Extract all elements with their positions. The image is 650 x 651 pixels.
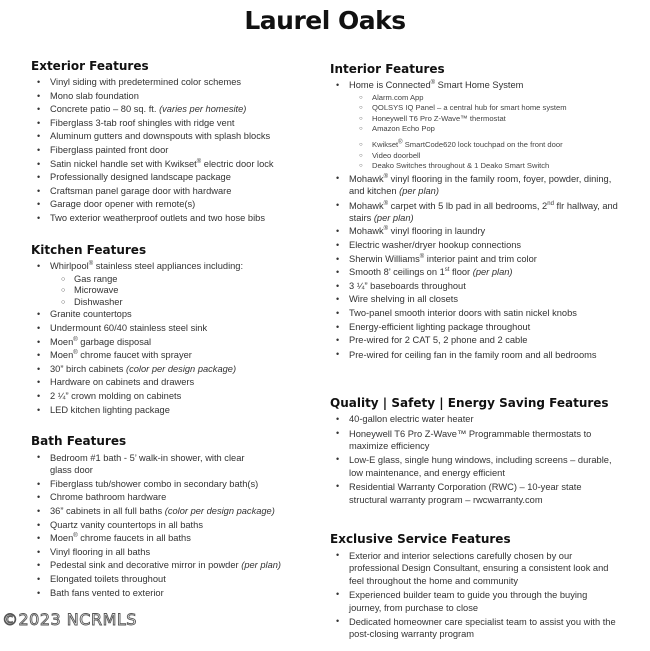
- kitchen-list: [31, 260, 311, 417]
- list-item: • Moen® garbage disposal: [31, 336, 311, 350]
- list-item: • Fiberglass 3-tab roof shingles with ridge vent: [31, 117, 311, 131]
- interior-list: [330, 79, 620, 362]
- list-item: • Fiberglass tub/shower combo in secondary bath(s): [31, 478, 311, 492]
- list-item: • Undermount 60/40 stainless steel sink: [31, 322, 311, 336]
- list-item: • Pre-wired for 2 CAT 5, 2 phone and 2 cable: [330, 334, 620, 348]
- list-item: • LED kitchen lighting package: [31, 404, 311, 418]
- sub-item: ○ Gas range: [50, 274, 311, 286]
- list-item: • Whirlpool® stainless steel appliances including: ○ Gas range ○ Microwave ○ Dishwasher: [31, 260, 311, 308]
- list-item: • Moen® chrome faucets in all baths: [31, 532, 311, 546]
- list-item: • Smooth 8’ ceilings on 1st floor (per plan): [330, 266, 620, 280]
- exterior-heading: Exterior Features: [31, 59, 149, 73]
- list-item: • Granite countertops: [31, 308, 311, 322]
- sub-item: ○ Video doorbell: [349, 151, 620, 162]
- list-item: • Vinyl siding with predetermined color schemes: [31, 76, 311, 90]
- list-item: • Dedicated homeowner care specialist team to assist you with the post-closing warranty program: [330, 615, 620, 642]
- list-item: • Mono slab foundation: [31, 90, 311, 104]
- list-item: • Satin nickel handle set with Kwikset® electric door lock: [31, 158, 311, 172]
- list-item: • Electric washer/dryer hookup connections: [330, 239, 620, 253]
- list-item: • Vinyl flooring in all baths: [31, 546, 311, 560]
- list-item: • 40-gallon electric water heater: [330, 413, 620, 427]
- list-item: • Fiberglass painted front door: [31, 144, 311, 158]
- list-item: • 36” cabinets in all full baths (color per design package): [31, 505, 311, 519]
- interior-features-section: [330, 61, 620, 362]
- list-item: • Residential Warranty Corporation (RWC) – 10-year state structural warranty program – rwcwarranty.com: [330, 480, 620, 507]
- list-item: • Bath fans vented to exterior: [31, 587, 311, 601]
- exterior-features-section: [31, 58, 311, 226]
- exclusive-features-section: [330, 531, 620, 642]
- list-item: • Chrome bathroom hardware: [31, 491, 311, 505]
- list-item: • Pre-wired for ceiling fan in the family room and all bedrooms: [330, 348, 620, 362]
- list-item: • Two-panel smooth interior doors with satin nickel knobs: [330, 307, 620, 321]
- list-item: • Quartz vanity countertops in all baths: [31, 519, 311, 533]
- sub-item: ○ Microwave: [50, 285, 311, 297]
- sub-item: ○ QOLSYS IQ Panel – a central hub for smart home system: [349, 103, 620, 114]
- list-item: • Experienced builder team to guide you through the buying journey, from purchase to close: [330, 588, 620, 615]
- list-item: • Wire shelving in all closets: [330, 293, 620, 307]
- quality-heading: Quality | Safety | Energy Saving Features: [330, 396, 609, 410]
- copyright-watermark: ©2023 NCRMLS: [2, 610, 137, 629]
- list-item: • Sherwin Williams® interior paint and trim color: [330, 253, 620, 267]
- list-item: • Two exterior weatherproof outlets and two hose bibs: [31, 212, 311, 226]
- sub-item: ○ Amazon Echo Pop: [349, 124, 620, 135]
- list-item: • 3 ¼” baseboards throughout: [330, 280, 620, 294]
- sub-item: ○ Kwikset® SmartCode620 lock touchpad on the front door: [349, 140, 620, 151]
- quality-list: [330, 413, 620, 507]
- list-item: • Mohawk® vinyl flooring in the family room, foyer, powder, dining, and kitchen (per plan): [330, 172, 620, 199]
- list-item: • 2 ¼” crown molding on cabinets: [31, 390, 311, 404]
- list-item: • Aluminum gutters and downspouts with splash blocks: [31, 130, 311, 144]
- bath-heading: Bath Features: [31, 434, 127, 448]
- list-item: • Concrete patio – 80 sq. ft. (varies per homesite): [31, 103, 311, 117]
- interior-heading: Interior Features: [330, 62, 445, 76]
- sub-item: ○ Alarm.com App: [349, 93, 620, 104]
- exclusive-list: [330, 549, 620, 642]
- kitchen-heading: Kitchen Features: [31, 243, 147, 257]
- list-item: • Honeywell T6 Pro Z-Wave™ Programmable thermostats to maximize efficiency: [330, 427, 620, 454]
- kitchen-features-section: [31, 242, 311, 417]
- list-item: • 30” birch cabinets (color per design package): [31, 363, 311, 377]
- list-item: • Elongated toilets throughout: [31, 573, 311, 587]
- list-item: • Energy-efficient lighting package throughout: [330, 321, 620, 335]
- list-item: • Low-E glass, single hung windows, including screens – durable, low maintenance, and energy efficient: [330, 453, 620, 480]
- list-item: • Craftsman panel garage door with hardware: [31, 185, 311, 199]
- list-item: • Home is Connected® Smart Home System ○ Alarm.com App ○ QOLSYS IQ Panel – a central hub for smart home system ○ Honeywell T6 Pro Z-Wave™ thermostat ○ Amazon Echo Pop ○ Kwikset® SmartCode620 lock touchpad on the front door ○ Video doorbell ○ Deako Switches throughout & 1 Deako Smart Switch: [330, 79, 620, 172]
- list-item: • Moen® chrome faucet with sprayer: [31, 349, 311, 363]
- list-item: • Pedestal sink and decorative mirror in powder (per plan): [31, 559, 311, 573]
- sub-item: ○ Honeywell T6 Pro Z-Wave™ thermostat: [349, 114, 620, 125]
- list-item: • Bedroom #1 bath - 5’ walk-in shower, with clear glass door: [31, 451, 260, 478]
- list-item: • Mohawk® vinyl flooring in laundry: [330, 225, 620, 239]
- bath-features-section: [31, 433, 311, 600]
- list-item: • Hardware on cabinets and drawers: [31, 376, 311, 390]
- exclusive-heading: Exclusive Service Features: [330, 532, 511, 546]
- appliance-sublist: [50, 274, 311, 309]
- sub-item: ○ Deako Switches throughout & 1 Deako Smart Switch: [349, 161, 620, 172]
- list-item: • Professionally designed landscape package: [31, 171, 311, 185]
- quality-features-section: [330, 395, 620, 507]
- sub-item: ○ Dishwasher: [50, 297, 311, 309]
- exterior-list: [31, 76, 311, 226]
- smart-home-sublist: [349, 93, 620, 172]
- list-item: • Garage door opener with remote(s): [31, 198, 311, 212]
- list-item: • Mohawk® carpet with 5 lb pad in all bedrooms, 2nd flr hallway, and stairs (per plan): [330, 199, 620, 226]
- list-item: • Exterior and interior selections carefully chosen by our professional Design Consultant, ensuring a consistent look and feel throughout the home and community: [330, 549, 620, 588]
- bath-list: [31, 451, 311, 600]
- page-title: Laurel Oaks: [244, 6, 406, 35]
